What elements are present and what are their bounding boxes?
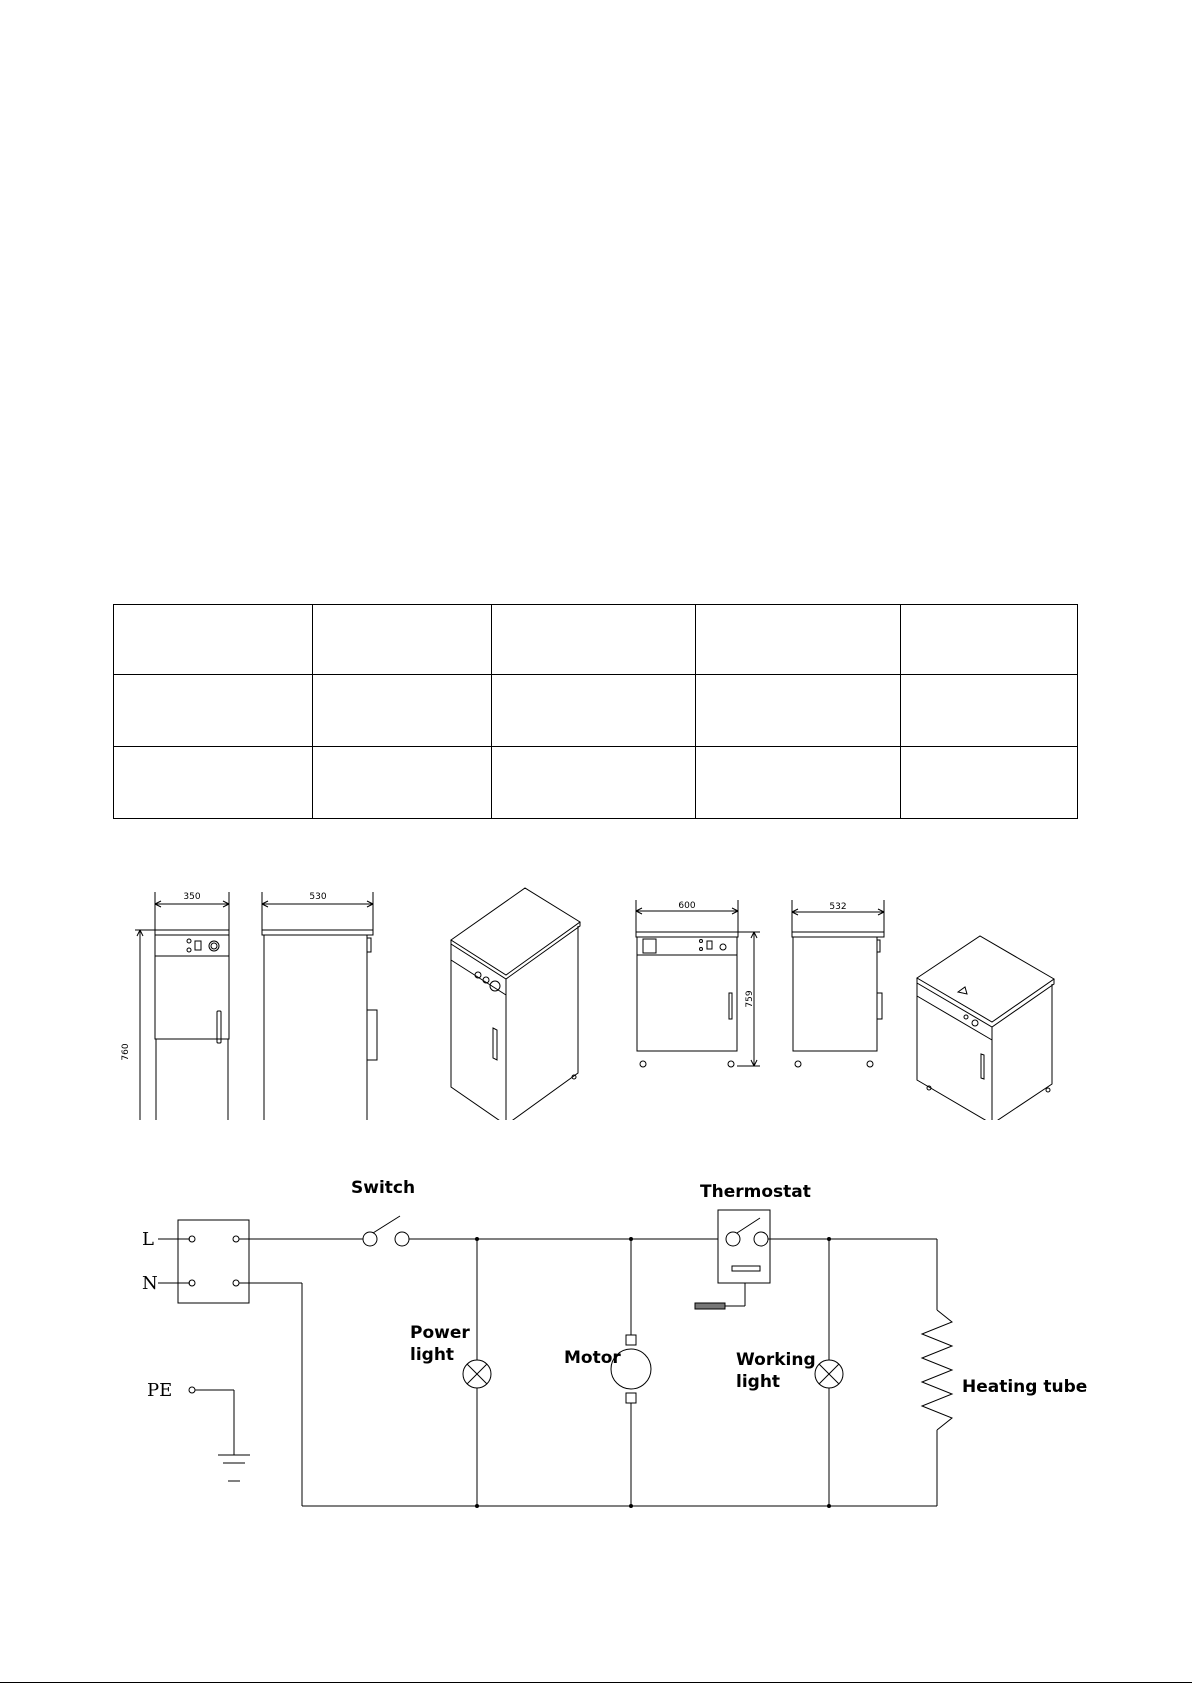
switch-symbol	[363, 1216, 409, 1246]
earth-symbol	[189, 1387, 250, 1481]
table-cell	[696, 605, 901, 675]
large-cabinet-front-view	[636, 900, 760, 1067]
table-row	[114, 675, 1078, 747]
table-cell	[313, 605, 492, 675]
cabinet-drawings	[0, 880, 1192, 1120]
small-cabinet-isometric	[451, 888, 580, 1120]
large-cabinet-side-view	[792, 900, 884, 1067]
table-row	[114, 747, 1078, 819]
table-cell	[492, 605, 696, 675]
table-cell	[901, 747, 1078, 819]
heating-tube-label: Heating tube	[962, 1377, 1088, 1397]
dimension-label: 760	[121, 1043, 131, 1061]
working-light-label: Working	[736, 1350, 816, 1370]
small-cabinet-front-view	[135, 892, 229, 1120]
dimension-label: 350	[183, 892, 201, 902]
dimension-label: 532	[829, 902, 847, 912]
power-light-symbol	[463, 1360, 491, 1388]
motor-symbol	[611, 1335, 651, 1403]
table-cell	[114, 675, 313, 747]
dimension-label: 600	[678, 901, 696, 911]
table-cell	[696, 675, 901, 747]
table-cell	[492, 675, 696, 747]
wiring-schematic	[0, 1160, 1192, 1530]
thermostat-symbol	[695, 1210, 770, 1309]
thermostat-label: Thermostat	[700, 1182, 811, 1202]
working-light-symbol	[815, 1360, 843, 1388]
table-cell	[313, 675, 492, 747]
terminal-label-earth: PE	[147, 1380, 173, 1401]
table-cell	[696, 747, 901, 819]
dimension-label: 530	[309, 892, 327, 902]
table-cell	[114, 605, 313, 675]
power-light-label: Power	[410, 1323, 470, 1343]
terminal-label-live: L	[142, 1229, 154, 1250]
switch-label: Switch	[351, 1178, 416, 1198]
terminal-block	[178, 1220, 249, 1303]
table-cell	[901, 605, 1078, 675]
table-cell	[492, 747, 696, 819]
table-row	[114, 605, 1078, 675]
spec-table	[113, 604, 1078, 819]
large-cabinet-isometric	[917, 936, 1054, 1120]
terminal-label-neutral: N	[142, 1273, 158, 1294]
motor-label: Motor	[564, 1348, 621, 1368]
power-light-label: light	[410, 1345, 455, 1365]
table-cell	[114, 747, 313, 819]
small-cabinet-side-view	[262, 892, 377, 1120]
table-cell	[901, 675, 1078, 747]
table-cell	[313, 747, 492, 819]
heating-tube-symbol	[922, 1310, 952, 1430]
page-bottom-rule	[0, 1682, 1192, 1683]
dimension-label: 759	[745, 990, 755, 1008]
working-light-label: light	[736, 1372, 781, 1392]
